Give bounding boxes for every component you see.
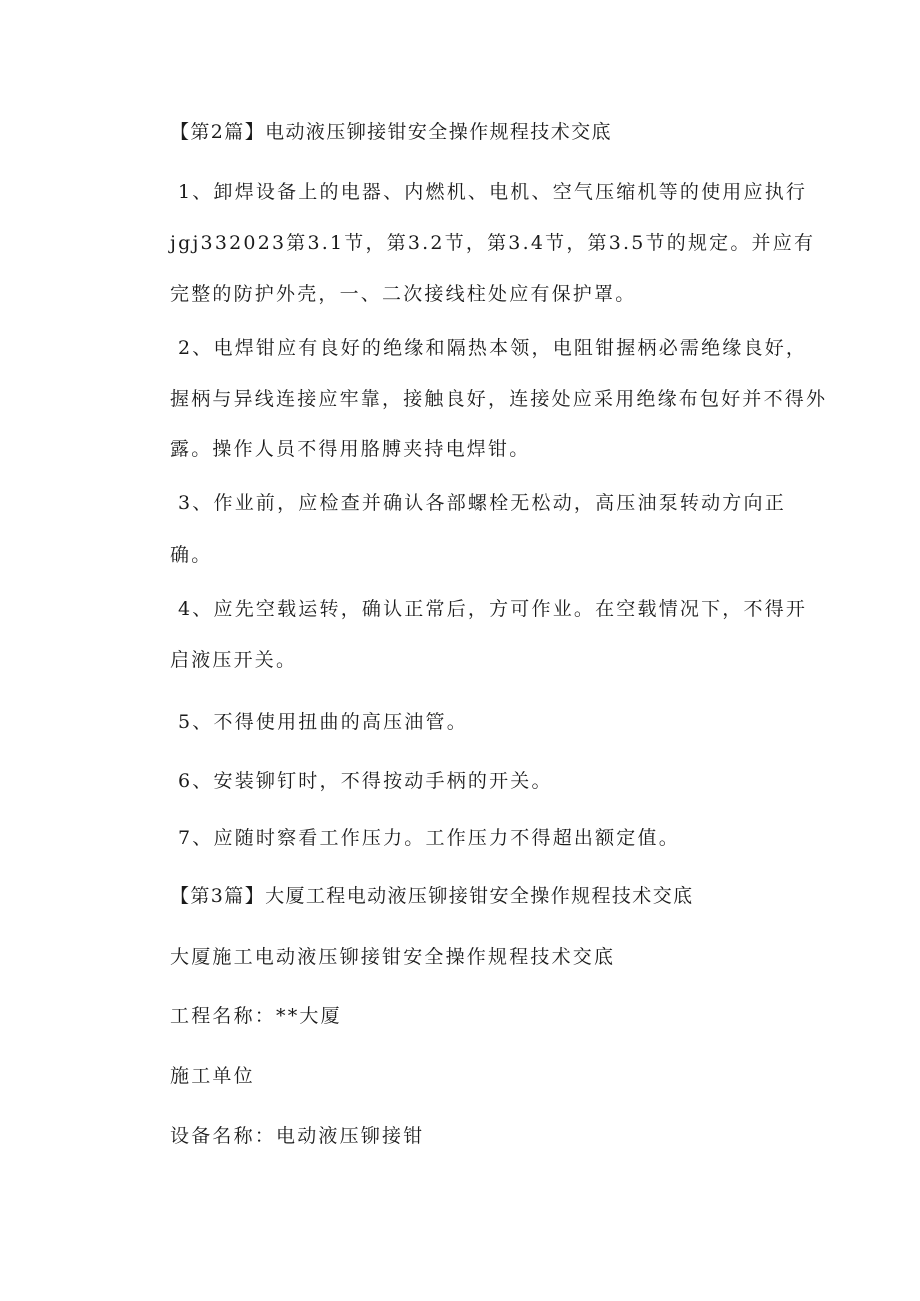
item-1-line-2: jgj332023第3.1节，第3.2节，第3.4节，第3.5节的规定。并应有	[170, 232, 816, 254]
section-3-title: 【第3篇】大厦工程电动液压铆接钳安全操作规程技术交底	[170, 885, 694, 907]
item-4-line-1: 4、应先空载运转，确认正常后，方可作业。在空载情况下，不得开	[178, 598, 808, 620]
item-4-line-2: 启液压开关。	[170, 649, 298, 671]
item-3-line-2: 确。	[170, 544, 213, 566]
project-name: 工程名称：**大厦	[170, 1005, 342, 1027]
item-6: 6、安装铆钉时，不得按动手柄的开关。	[178, 770, 553, 792]
item-1-line-1: 1、卸焊设备上的电器、内燃机、电机、空气压缩机等的使用应执行	[178, 181, 808, 203]
construction-unit: 施工单位	[170, 1065, 255, 1087]
subtitle: 大厦施工电动液压铆接钳安全操作规程技术交底	[170, 946, 616, 968]
item-3-line-1: 3、作业前，应检查并确认各部螺栓无松动，高压油泵转动方向正	[178, 492, 786, 514]
item-7: 7、应随时察看工作压力。工作压力不得超出额定值。	[178, 827, 680, 849]
item-5: 5、不得使用扭曲的高压油管。	[178, 711, 468, 733]
item-2-line-1: 2、电焊钳应有良好的绝缘和隔热本领，电阻钳握柄必需绝缘良好，	[178, 337, 808, 359]
item-2-line-2: 握柄与异线连接应牢靠，接触良好，连接处应采用绝缘布包好并不得外	[170, 388, 828, 410]
item-2-line-3: 露。操作人员不得用胳膊夹持电焊钳。	[170, 438, 531, 460]
item-1-line-3: 完整的防护外壳，一、二次接线柱处应有保护罩。	[170, 283, 637, 305]
equipment-name: 设备名称：电动液压铆接钳	[170, 1125, 425, 1147]
section-2-title: 【第2篇】电动液压铆接钳安全操作规程技术交底	[170, 121, 612, 143]
